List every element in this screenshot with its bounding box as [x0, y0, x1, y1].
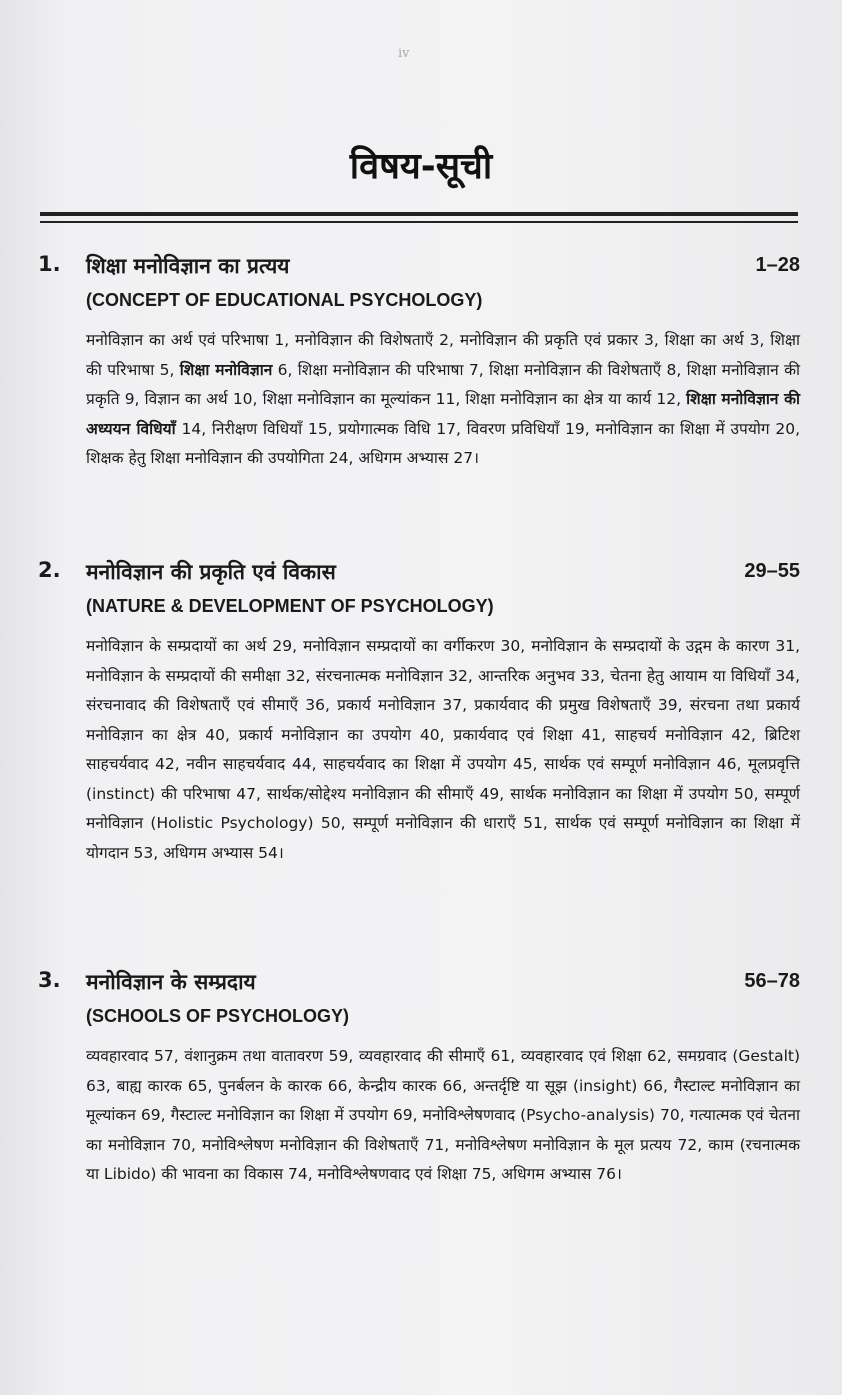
chapter-number: 2.	[38, 558, 61, 582]
chapter-title-english: (SCHOOLS OF PSYCHOLOGY)	[86, 1006, 350, 1026]
title-rule-thick	[40, 212, 798, 216]
chapter-heading	[38, 558, 800, 592]
chapter-topics	[86, 326, 800, 474]
chapter-entry	[38, 558, 800, 868]
chapter-entry	[38, 968, 800, 1190]
chapter-heading	[38, 968, 800, 1002]
chapter-title: शिक्षा मनोविज्ञान का प्रत्यय	[86, 254, 290, 278]
page-folio: iv	[398, 46, 410, 61]
title-rule-thin	[40, 221, 798, 223]
chapter-number: 1.	[38, 252, 61, 276]
chapter-number: 3.	[38, 968, 61, 992]
chapter-title-english: (CONCEPT OF EDUCATIONAL PSYCHOLOGY)	[86, 290, 483, 310]
topic-text-bold: शिक्षा मनोविज्ञान	[179, 360, 273, 379]
topic-text: 14, निरीक्षण विधियाँ 15, प्रयोगात्मक विधि 17, विवरण प्रविधियाँ 19, मनोविज्ञान का शिक्षा में उपयोग 20, शिक्षक हेतु शिक्षा मनोविज्ञान की उपयोगिता 24, अधिगम अभ्यास 27।	[86, 419, 800, 467]
topic-text: मनोविज्ञान के सम्प्रदायों का अर्थ 29, मनोविज्ञान सम्प्रदायों का वर्गीकरण 30, मनोविज्ञान के सम्प्रदायों के उद्गम के कारण 31, मनोविज्ञान के सम्प्रदायों की समीक्षा 32, संरचनात्मक मनोविज्ञान 32, आन्तरिक अनुभव 33, चेतना हेतु आयाम या विधियाँ 34, संरचनावाद की विशेषताएँ एवं सीमाएँ 36, प्रकार्य मनोविज्ञान 37, प्रकार्यवाद की प्रमुख विशेषताएँ 39, संरचना तथा प्रकार्य मनोविज्ञान का क्षेत्र 40, प्रकार्य मनोविज्ञान का उपयोग 40, प्रकार्यवाद एवं शिक्षा 41, साहचर्य मनोविज्ञान 42, ब्रिटिश साहचर्यवाद 42, नवीन साहचर्यवाद 44, साहचर्यवाद का शिक्षा में उपयोग 45, सार्थक एवं सम्पूर्ण मनोविज्ञान 46, मूलप्रवृत्ति (instinct) की परिभाषा 47, सार्थक/सोद्देश्य मनोविज्ञान की सीमाएँ 49, सार्थक मनोविज्ञान का शिक्षा में उपयोग 50, सम्पूर्ण मनोविज्ञान (Holistic Psychology) 50, सम्पूर्ण मनोविज्ञान की धाराएँ 51, सार्थक एवं सम्पूर्ण मनोविज्ञान का शिक्षा में योगदान 53, अधिगम अभ्यास 54।	[86, 637, 800, 862]
chapter-heading	[38, 252, 800, 286]
topic-text-bold: शिक्षा मनोविज्ञान की अध्ययन विधियाँ	[86, 390, 801, 438]
chapter-title-english: (NATURE & DEVELOPMENT OF PSYCHOLOGY)	[86, 596, 494, 616]
chapter-page-range: 1–28	[755, 254, 800, 276]
chapter-topics	[86, 632, 800, 868]
topic-text: 6, शिक्षा मनोविज्ञान की परिभाषा 7, शिक्षा मनोविज्ञान की विशेषताएँ 8, शिक्षा मनोविज्ञान की प्रकृति 9, विज्ञान का अर्थ 10, शिक्षा मनोविज्ञान का मूल्यांकन 11, शिक्षा मनोविज्ञान का क्षेत्र या कार्य 12,	[86, 360, 800, 408]
chapter-topics	[86, 1042, 800, 1190]
chapter-title: मनोविज्ञान की प्रकृति एवं विकास	[86, 560, 336, 584]
topic-text: मनोविज्ञान का अर्थ एवं परिभाषा 1, मनोविज्ञान की विशेषताएँ 2, मनोविज्ञान की प्रकृति एवं प्रकार 3, शिक्षा का अर्थ 3, शिक्षा की परिभाषा 5,	[86, 331, 800, 379]
chapter-title: मनोविज्ञान के सम्प्रदाय	[86, 970, 256, 994]
chapter-page-range: 29–55	[744, 560, 800, 582]
topic-text: व्यवहारवाद 57, वंशानुक्रम तथा वातावरण 59, व्यवहारवाद की सीमाएँ 61, व्यवहारवाद एवं शिक्षा 62, समग्रवाद (Gestalt) 63, बाह्य कारक 65, पुनर्बलन के कारक 66, केन्द्रीय कारक 66, अन्तर्दृष्टि या सूझ (insight) 66, गैस्टाल्ट मनोविज्ञान का मूल्यांकन 69, गैस्टाल्ट मनोविज्ञान का शिक्षा में उपयोग 69, मनोविश्लेषणवाद (Psycho-analysis) 70, गत्यात्मक एवं चेतना का मनोविज्ञान 70, मनोविश्लेषण मनोविज्ञान की विशेषताएँ 71, मनोविश्लेषण मनोविज्ञान के मूल प्रत्यय 72, काम (रचनात्मक या Libido) की भावना का विकास 74, मनोविश्लेषणवाद एवं शिक्षा 75, अधिगम अभ्यास 76।	[86, 1047, 800, 1183]
page-title: विषय-सूची	[349, 146, 493, 187]
chapter-page-range: 56–78	[744, 970, 800, 992]
chapter-entry	[38, 252, 800, 474]
